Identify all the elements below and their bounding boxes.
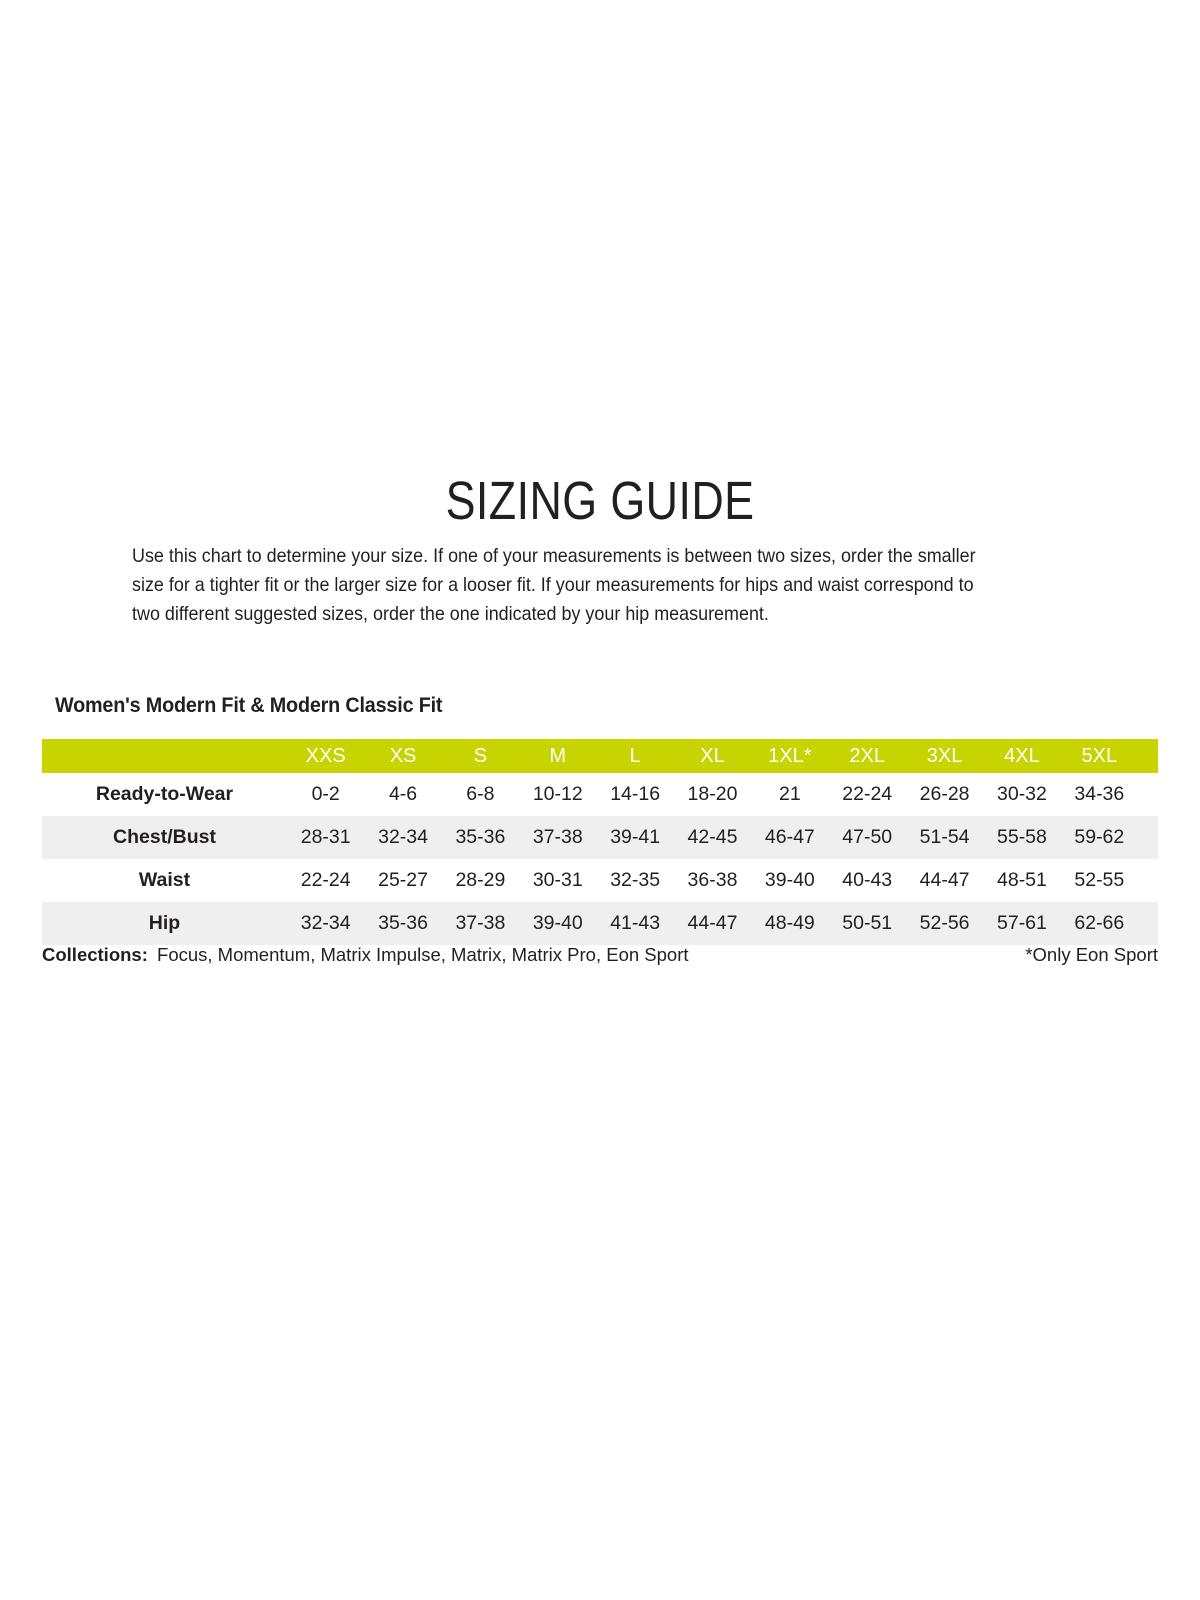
size-cell: 30-31: [532, 869, 583, 891]
size-cell: 22-24: [842, 783, 893, 805]
size-cell: 18-20: [687, 783, 738, 805]
row-label: Ready-to-Wear: [95, 783, 234, 805]
size-cell: 36-38: [687, 869, 738, 891]
size-cell: 37-38: [455, 912, 506, 934]
size-chart-header-row: [42, 739, 1158, 773]
page-title-text: SIZING GUIDE: [445, 471, 755, 531]
collections-text: Focus, Momentum, Matrix Impulse, Matrix, Matrix Pro, Eon Sport: [157, 944, 689, 965]
size-cell: 44-47: [919, 869, 970, 891]
intro-line-1: Use this chart to determine your size. If one of your measurements is between two sizes, order the smaller: [132, 545, 976, 567]
size-column-header-l: L: [629, 744, 641, 767]
intro-paragraph: [132, 542, 976, 629]
footnote: *Only Eon Sport: [1025, 944, 1158, 965]
table-row-hip: [42, 902, 1158, 945]
size-column-header-1xl: 1XL*: [768, 744, 812, 767]
row-label: Chest/Bust: [113, 826, 216, 848]
size-column-header-2xl: 2XL: [849, 744, 886, 767]
size-cell: 25-27: [378, 869, 428, 891]
size-column-header-m: M: [549, 744, 567, 767]
size-column-header-xs: XS: [389, 744, 417, 767]
size-cell: 21: [779, 783, 801, 805]
size-cell: 52-56: [919, 912, 970, 934]
size-cell: 39-40: [764, 869, 815, 891]
size-cell: 48-49: [764, 912, 815, 934]
size-cell: 47-50: [842, 826, 893, 848]
size-cell: 50-51: [842, 912, 893, 934]
size-cell: 37-38: [532, 826, 583, 848]
size-cell: 62-66: [1074, 912, 1125, 934]
size-column-header-3xl: 3XL: [926, 744, 963, 767]
table-row-waist: [42, 859, 1158, 902]
size-cell: 35-36: [378, 912, 428, 934]
size-cell: 57-61: [997, 912, 1047, 934]
size-cell: 14-16: [610, 783, 661, 805]
page-title: [0, 471, 1200, 531]
size-cell: 39-40: [532, 912, 583, 934]
size-cell: 52-55: [1074, 869, 1125, 891]
size-cell: 59-62: [1074, 826, 1125, 848]
table-row-ready-to-wear: [42, 773, 1158, 816]
size-cell: 26-28: [919, 783, 970, 805]
size-cell: 28-29: [455, 869, 506, 891]
size-chart-table: [42, 739, 1158, 945]
row-label: Hip: [148, 912, 181, 934]
size-cell: 48-51: [997, 869, 1047, 891]
collections-line: [42, 944, 1158, 966]
intro-line-2: size for a tighter fit or the larger size for a looser fit. If your measurements for hips and waist correspond to: [132, 574, 974, 596]
size-column-header-xxs: XXS: [305, 744, 346, 767]
table-row-chest-bust: [42, 816, 1158, 859]
row-label: Waist: [138, 869, 191, 891]
size-cell: 41-43: [610, 912, 661, 934]
size-cell: 46-47: [764, 826, 815, 848]
size-cell: 4-6: [388, 783, 418, 805]
section-title: Women's Modern Fit & Modern Classic Fit: [55, 693, 443, 717]
size-cell: 55-58: [997, 826, 1047, 848]
size-cell: 22-24: [300, 869, 351, 891]
size-cell: 51-54: [919, 826, 970, 848]
size-cell: 32-35: [610, 869, 661, 891]
size-cell: 32-34: [300, 912, 351, 934]
size-cell: 42-45: [687, 826, 738, 848]
size-cell: 32-34: [378, 826, 428, 848]
collections-list: [42, 944, 689, 966]
size-cell: 35-36: [455, 826, 506, 848]
intro-line-3: two different suggested sizes, order the one indicated by your hip measurement.: [132, 603, 769, 625]
size-column-header-5xl: 5XL: [1081, 744, 1118, 767]
size-cell: 28-31: [300, 826, 351, 848]
collections-label: Collections:: [42, 944, 148, 965]
size-cell: 0-2: [311, 783, 340, 805]
size-cell: 30-32: [997, 783, 1047, 805]
size-cell: 40-43: [842, 869, 893, 891]
size-column-header-s: S: [473, 744, 488, 767]
size-column-header-xl: XL: [700, 744, 725, 767]
size-column-header-4xl: 4XL: [1004, 744, 1040, 767]
size-cell: 10-12: [532, 783, 583, 805]
size-cell: 44-47: [687, 912, 738, 934]
size-cell: 34-36: [1074, 783, 1125, 805]
size-cell: 6-8: [466, 783, 495, 805]
size-cell: 39-41: [610, 826, 661, 848]
